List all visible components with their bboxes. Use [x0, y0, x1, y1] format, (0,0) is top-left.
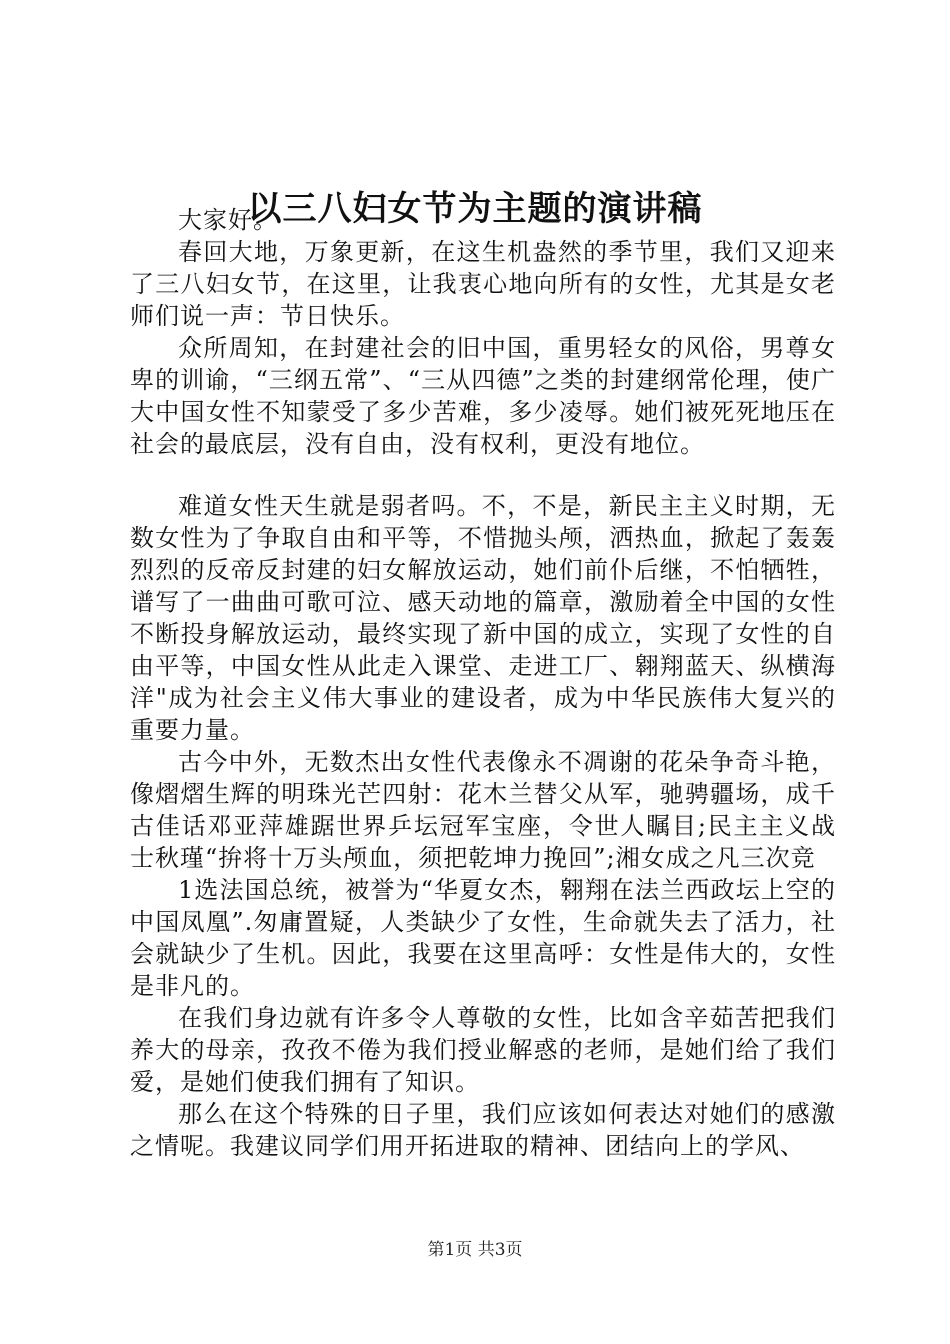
paragraph-gratitude: 那么在这个特殊的日子里，我们应该如何表达对她们的感激之情呢。我建议同学们用开拓进取的精神、团结向上的学风、	[130, 1100, 836, 1160]
document-title: 以三八妇女节为主题的演讲稿	[247, 189, 703, 229]
page-indicator: 第1页 共3页	[427, 1240, 523, 1260]
document-body	[130, 204, 836, 1162]
paragraph-heroines: 古今中外，无数杰出女性代表像永不凋谢的花朵争奇斗艳，像熠熠生辉的明珠光芒四射：花木兰替父从军，驰骋疆场，成千古佳话邓亚萍雄踞世界乒坛冠军宝座，令世人瞩目;民主主义战士秋瑾“拚将十万头颅血，须把乾坤力挽回”;湘女成之凡三次竞	[130, 748, 836, 872]
paragraph-mothers-teachers: 在我们身边就有许多令人尊敬的女性，比如含辛茹苦把我们养大的母亲，孜孜不倦为我们授业解惑的老师，是她们给了我们爱，是她们使我们拥有了知识。	[130, 1004, 836, 1096]
paragraph-spring: 春回大地，万象更新，在这生机盎然的季节里，我们又迎来了三八妇女节，在这里，让我衷心地向所有的女性，尤其是女老师们说一声：节日快乐。	[130, 238, 836, 330]
paragraph-liberation: 难道女性天生就是弱者吗。不，不是，新民主主义时期，无数女性为了争取自由和平等，不惜抛头颅，洒热血，掀起了轰轰烈烈的反帝反封建的妇女解放运动，她们前仆后继，不怕牺牲，谱写了一曲曲可歌可泣、感天动地的篇章，激励着全中国的女性不断投身解放运动，最终实现了新中国的成立，实现了女性的自由平等，中国女性从此走入课堂、走进工厂、翱翔蓝天、纵横海洋"成为社会主义伟大事业的建设者，成为中华民族伟大复兴的重要力量。	[130, 492, 836, 744]
paragraph-spacer	[130, 460, 836, 490]
paragraph-greeting: 大家好。	[178, 206, 278, 234]
paragraph-france: 1选法国总统，被誉为“华夏女杰，翱翔在法兰西政坛上空的中国凤凰”.匆庸置疑，人类缺少了女性，生命就失去了活力，社会就缺少了生机。因此，我要在这里高呼：女性是伟大的，女性是非凡的。	[130, 876, 836, 1000]
paragraph-feudal: 众所周知，在封建社会的旧中国，重男轻女的风俗，男尊女卑的训谕，“三纲五常”、“三从四德”之类的封建纲常伦理，使广大中国女性不知蒙受了多少苦难，多少凌辱。她们被死死地压在社会的最底层，没有自由，没有权利，更没有地位。	[130, 334, 836, 458]
